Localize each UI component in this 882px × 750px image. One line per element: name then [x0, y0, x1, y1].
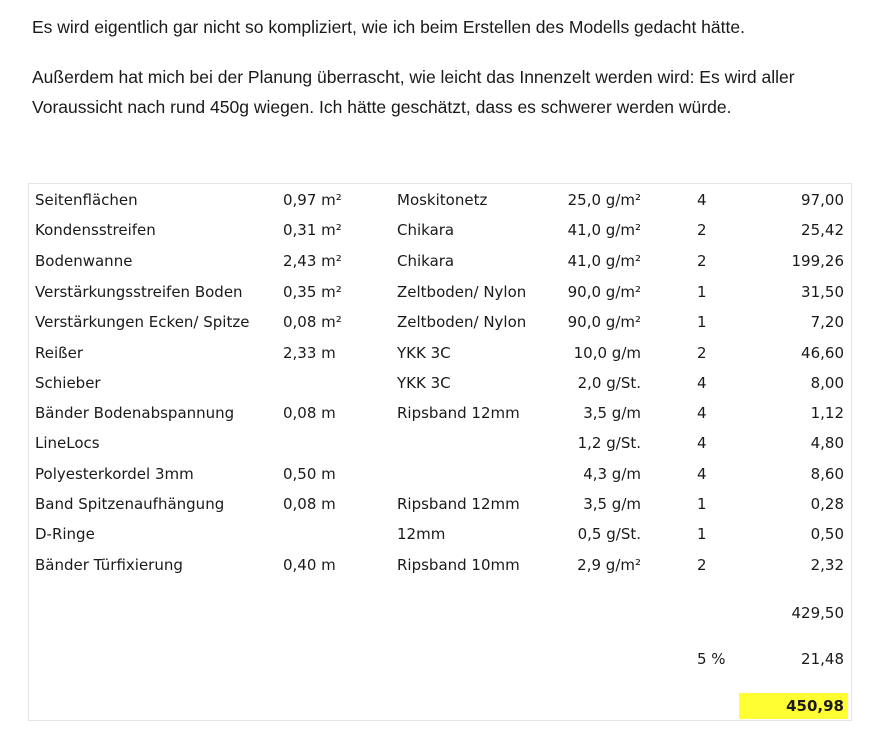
item-quantity: 1 [697, 495, 707, 513]
item-quantity: 1 [697, 313, 707, 331]
table-row [29, 246, 851, 276]
item-quantity: 4 [697, 404, 707, 422]
item-area: 0,08 m [283, 404, 336, 422]
item-total: 1,12 [810, 404, 844, 422]
item-quantity: 1 [697, 283, 707, 301]
item-area: 0,08 m [283, 495, 336, 513]
item-quantity: 2 [697, 344, 707, 362]
item-unit-weight: 90,0 g/m² [567, 313, 641, 331]
item-name: Bänder Bodenabspannung [35, 404, 235, 422]
item-name: Reißer [35, 344, 83, 362]
item-total: 0,28 [810, 495, 844, 513]
table-row [29, 215, 851, 245]
surcharge-label: 5 % [697, 650, 726, 668]
item-material: Ripsband 12mm [397, 495, 520, 513]
item-material: Moskitonetz [397, 191, 488, 209]
item-area: 0,35 m² [283, 283, 342, 301]
item-unit-weight: 3,5 g/m [583, 495, 641, 513]
item-unit-weight: 90,0 g/m² [567, 283, 641, 301]
item-material: Ripsband 10mm [397, 556, 520, 574]
surcharge-row [29, 644, 851, 674]
item-area: 0,40 m [283, 556, 336, 574]
item-total: 31,50 [801, 283, 844, 301]
table-row [29, 459, 851, 489]
item-total: 2,32 [810, 556, 844, 574]
item-unit-weight: 3,5 g/m [583, 404, 641, 422]
item-material: YKK 3C [397, 344, 451, 362]
weight-table [28, 183, 852, 721]
item-total: 199,26 [791, 252, 844, 270]
item-quantity: 2 [697, 556, 707, 574]
table-row [29, 368, 851, 398]
item-unit-weight: 10,0 g/m [573, 344, 641, 362]
item-area: 0,97 m² [283, 191, 342, 209]
item-name: Band Spitzenaufhängung [35, 495, 225, 513]
table-row [29, 428, 851, 458]
item-material: Ripsband 12mm [397, 404, 520, 422]
table-row [29, 185, 851, 215]
table-row [29, 519, 851, 549]
item-area: 0,31 m² [283, 221, 342, 239]
surcharge-value: 21,48 [801, 650, 844, 668]
item-material: Chikara [397, 252, 455, 270]
item-name: Bodenwanne [35, 252, 133, 270]
item-total: 8,00 [810, 374, 844, 392]
table-row [29, 338, 851, 368]
item-quantity: 2 [697, 221, 707, 239]
item-material: YKK 3C [397, 374, 451, 392]
item-name: LineLocs [35, 434, 100, 452]
item-area: 0,08 m² [283, 313, 342, 331]
item-unit-weight: 2,9 g/m² [577, 556, 641, 574]
item-name: Bänder Türfixierung [35, 556, 183, 574]
item-name: Verstärkungen Ecken/ Spitze [35, 313, 250, 331]
table-row [29, 489, 851, 519]
intro-paragraph: Es wird eigentlich gar nicht so kompliziert, wie ich beim Erstellen des Modells gedacht hätte. [32, 17, 745, 37]
item-total: 97,00 [801, 191, 844, 209]
item-material: Chikara [397, 221, 455, 239]
item-total: 7,20 [810, 313, 844, 331]
item-quantity: 4 [697, 374, 707, 392]
item-total: 0,50 [810, 525, 844, 543]
item-unit-weight: 41,0 g/m² [567, 221, 641, 239]
item-area: 0,50 m [283, 465, 336, 483]
item-total: 8,60 [810, 465, 844, 483]
item-total: 46,60 [801, 344, 844, 362]
item-quantity: 2 [697, 252, 707, 270]
subtotal-value: 429,50 [791, 604, 844, 622]
item-quantity: 4 [697, 434, 707, 452]
item-material: Zeltboden/ Nylon [397, 283, 527, 301]
item-unit-weight: 0,5 g/St. [577, 525, 641, 543]
table-row [29, 550, 851, 580]
item-name: D-Ringe [35, 525, 95, 543]
item-total: 25,42 [801, 221, 844, 239]
item-name: Schieber [35, 374, 101, 392]
item-total: 4,80 [810, 434, 844, 452]
item-name: Seitenflächen [35, 191, 138, 209]
weight-paragraph: Außerdem hat mich bei der Planung überrascht, wie leicht das Innenzelt werden wird: Es wird aller Voraussicht nach rund 450g wiegen. Ich hätte geschätzt, dass es schwerer werden würde. [32, 67, 795, 117]
subtotal-row [29, 598, 851, 628]
item-material: Zeltboden/ Nylon [397, 313, 527, 331]
item-quantity: 4 [697, 465, 707, 483]
item-quantity: 1 [697, 525, 707, 543]
item-quantity: 4 [697, 191, 707, 209]
item-name: Polyesterkordel 3mm [35, 465, 194, 483]
table-row [29, 307, 851, 337]
item-unit-weight: 25,0 g/m² [567, 191, 641, 209]
item-name: Verstärkungsstreifen Boden [35, 283, 243, 301]
item-unit-weight: 2,0 g/St. [577, 374, 641, 392]
item-unit-weight: 1,2 g/St. [577, 434, 641, 452]
grand-total-value: 450,98 [786, 697, 844, 715]
table-row [29, 398, 851, 428]
item-area: 2,43 m² [283, 252, 342, 270]
item-area: 2,33 m [283, 344, 336, 362]
item-name: Kondensstreifen [35, 221, 156, 239]
grand-total-row [29, 691, 851, 721]
item-unit-weight: 41,0 g/m² [567, 252, 641, 270]
item-material: 12mm [397, 525, 446, 543]
item-unit-weight: 4,3 g/m [583, 465, 641, 483]
table-row [29, 277, 851, 307]
